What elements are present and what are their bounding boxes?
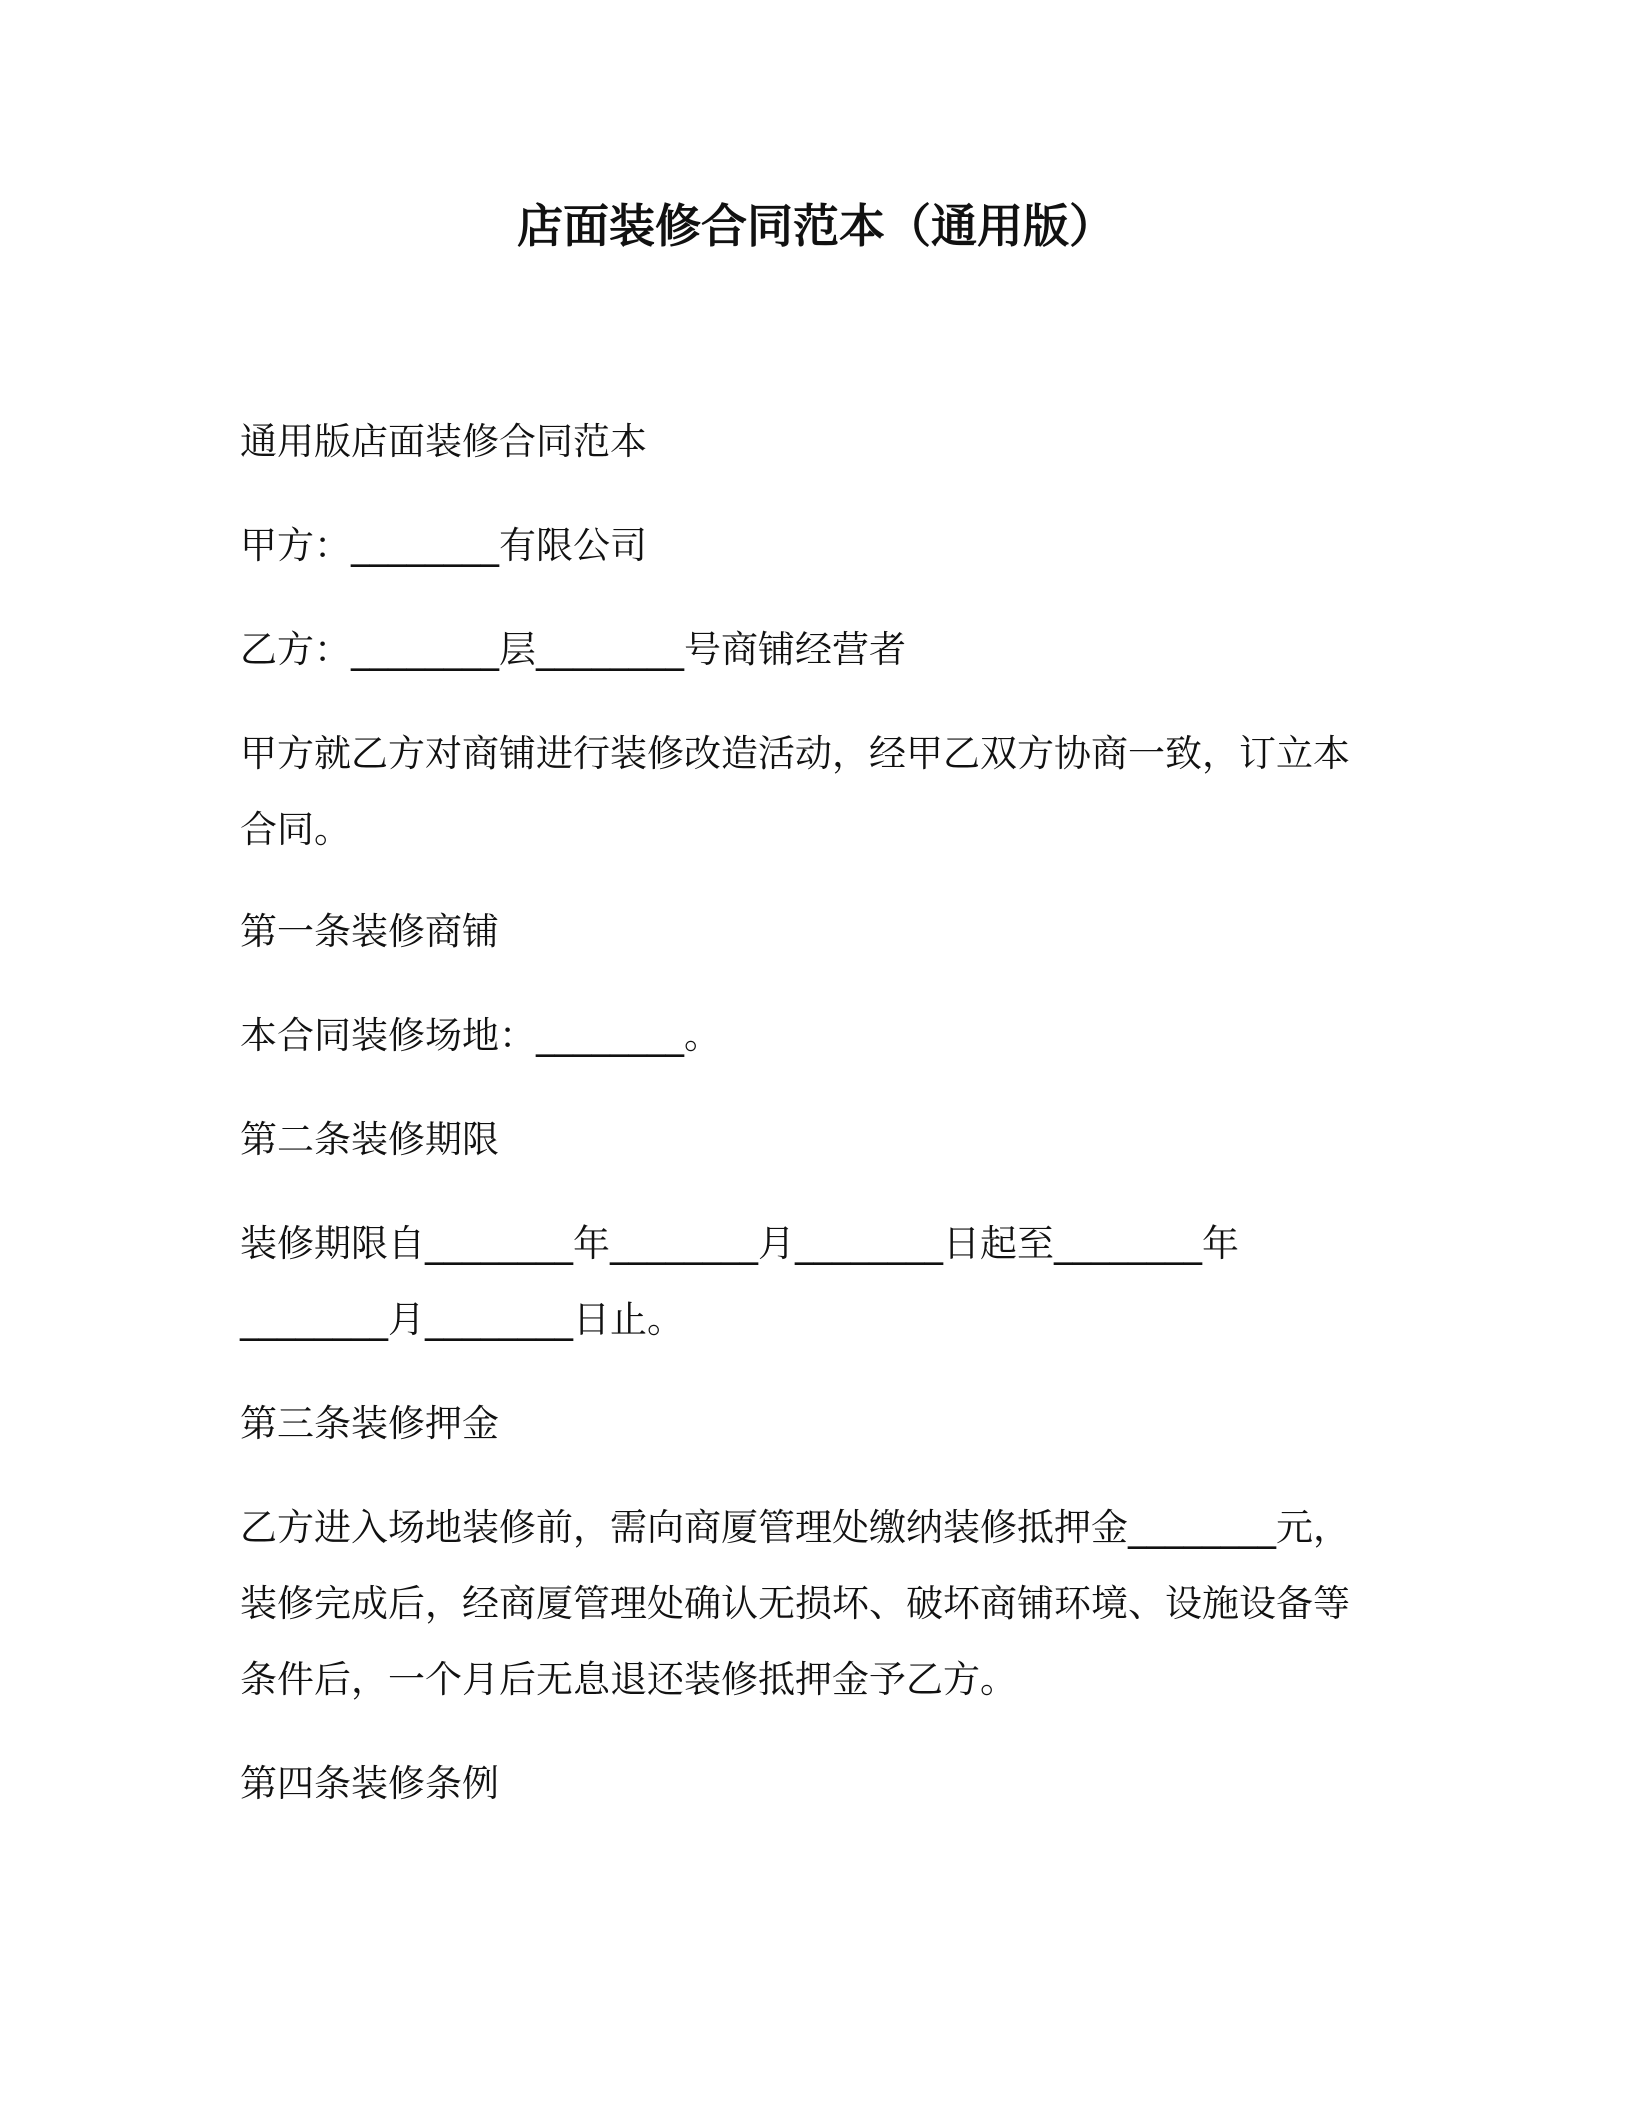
article-3-text-line-3: 条件后，一个月后无息退还装修抵押金予乙方。 bbox=[240, 1658, 1017, 1701]
article-3-text-line-2: 装修完成后，经商厦管理处确认无损坏、破坏商铺环境、设施设备等 bbox=[240, 1582, 1350, 1625]
article-4-heading: 第四条装修条例 bbox=[240, 1762, 499, 1805]
party-b-line: 乙方：________层________号商铺经营者 bbox=[240, 628, 906, 671]
article-3-text-line-1: 乙方进入场地装修前，需向商厦管理处缴纳装修抵押金________元， bbox=[240, 1506, 1350, 1549]
article-2-text-line-1: 装修期限自________年________月________日起至________年 bbox=[240, 1222, 1239, 1265]
party-a-line: 甲方：________有限公司 bbox=[240, 524, 647, 567]
article-1-text: 本合同装修场地：________。 bbox=[240, 1014, 721, 1057]
article-2-heading: 第二条装修期限 bbox=[240, 1118, 499, 1161]
article-1-heading: 第一条装修商铺 bbox=[240, 910, 499, 953]
preamble-line-2: 合同。 bbox=[240, 808, 351, 851]
document-subtitle: 通用版店面装修合同范本 bbox=[240, 420, 647, 463]
document-title: 店面装修合同范本（通用版） bbox=[517, 199, 1115, 253]
article-2-text-line-2: ________月________日止。 bbox=[240, 1298, 684, 1341]
article-3-heading: 第三条装修押金 bbox=[240, 1402, 499, 1445]
preamble-line-1: 甲方就乙方对商铺进行装修改造活动，经甲乙双方协商一致，订立本 bbox=[240, 732, 1350, 775]
